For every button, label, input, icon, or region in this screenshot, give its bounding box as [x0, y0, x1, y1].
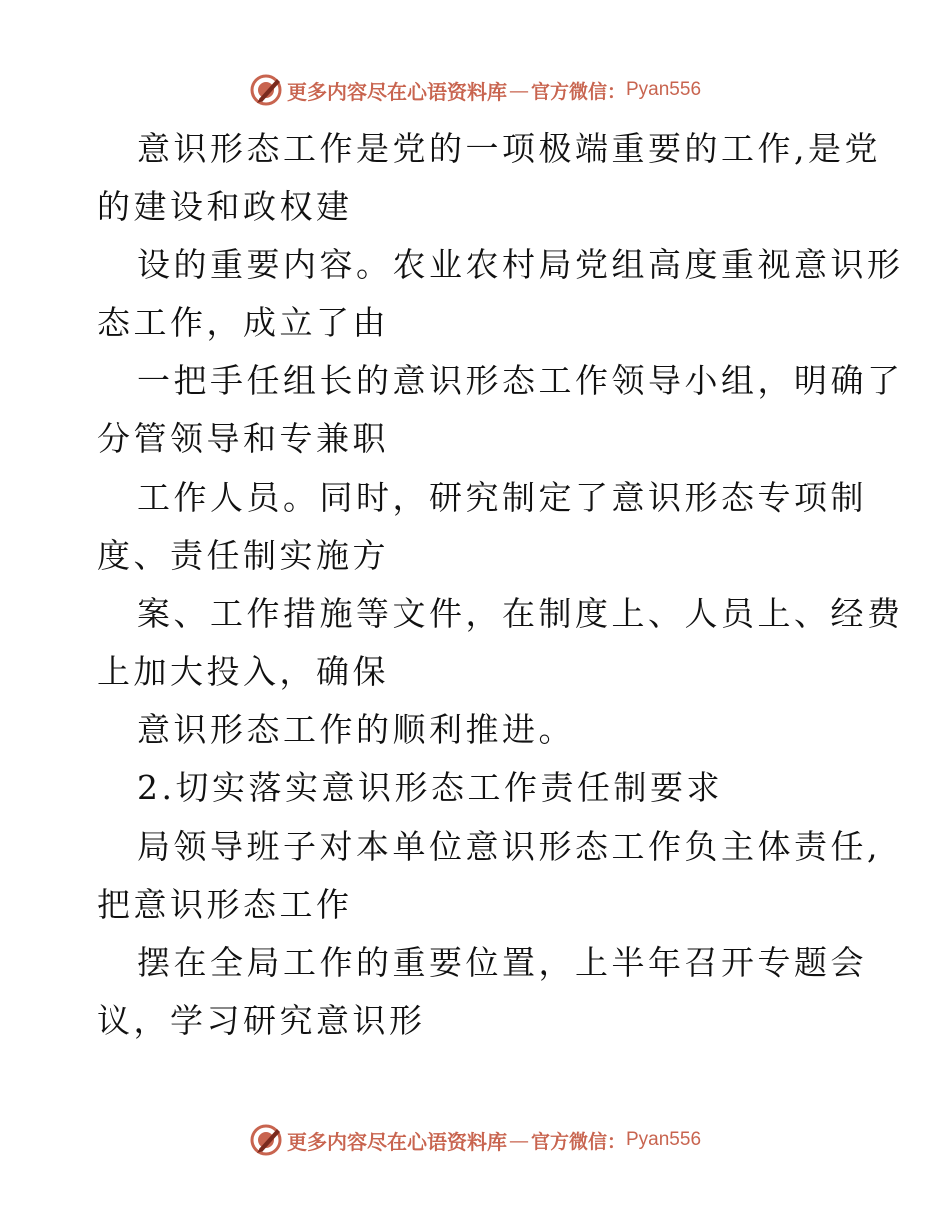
pen-logo-icon [249, 1123, 283, 1157]
section-heading: 2.切实落实意识形态工作责任制要求 [137, 768, 723, 807]
banner-dash: — [508, 78, 529, 102]
banner-dash: — [508, 1128, 529, 1152]
body-line: 意识形态工作是党的一项极端重要的工作,是党 [137, 129, 881, 168]
body-line: 上加大投入，确保 [97, 652, 389, 691]
body-line: 度、责任制实施方 [97, 536, 389, 575]
banner-wechat-id: Pyan556 [626, 1129, 702, 1150]
footer-banner [0, 1120, 950, 1160]
body-line: 局领导班子对本单位意识形态工作负主体责任, [137, 827, 881, 866]
body-line: 态工作，成立了由 [97, 303, 389, 342]
body-line: 一把手任组长的意识形态工作领导小组，明确了 [137, 361, 904, 400]
pen-logo-icon [249, 73, 283, 107]
body-line: 工作人员。同时，研究制定了意识形态专项制 [137, 478, 867, 517]
banner-main-text: 更多内容尽在心语资料库 [286, 79, 507, 104]
body-line: 议，学习研究意识形 [97, 1001, 426, 1040]
body-line: 摆在全局工作的重要位置，上半年召开专题会 [137, 943, 867, 982]
body-line: 的建设和政权建 [97, 187, 353, 226]
body-line: 设的重要内容。农业农村局党组高度重视意识形 [137, 245, 904, 284]
body-line: 案、工作措施等文件，在制度上、人员上、经费 [137, 594, 904, 633]
banner-sub-text: 官方微信： [530, 1130, 626, 1153]
body-line: 把意识形态工作 [97, 885, 353, 924]
banner-main-text: 更多内容尽在心语资料库 [286, 1129, 507, 1154]
body-line: 意识形态工作的顺利推进。 [137, 710, 575, 749]
banner-wechat-id: Pyan556 [626, 79, 702, 100]
banner-sub-text: 官方微信： [530, 80, 626, 103]
body-line: 分管领导和专兼职 [97, 419, 389, 458]
header-banner [0, 70, 950, 110]
